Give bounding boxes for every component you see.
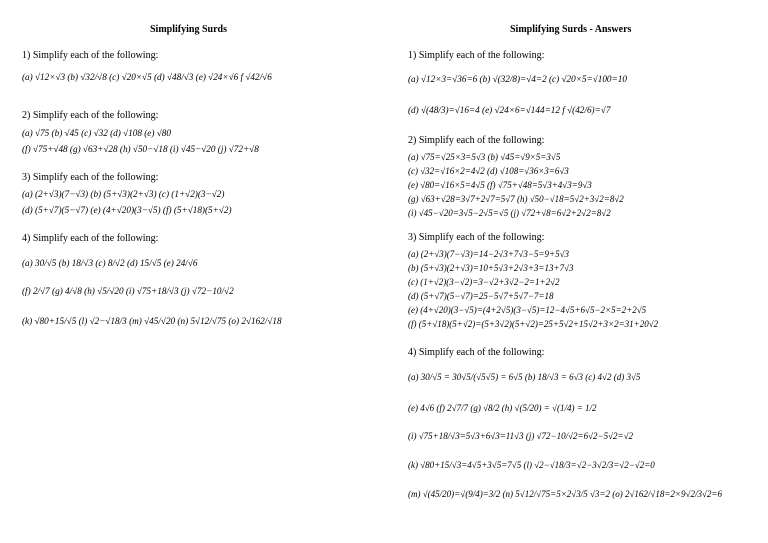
a2-row-3: (e) √80=√16×5=4√5 (f) √75+√48=5√3+4√3=9√3 <box>408 180 592 190</box>
q3-row-2: (d) (5+√7)(5−√7) (e) (4+√20)(3−√5) (f) (5+√18)(5+√2) <box>22 205 232 215</box>
a4-row-4: (k) √80+15/√3=4√5+3√5=7√5 (l) √2−√18/3=√2−3√2/3=√2−√2=0 <box>408 460 655 470</box>
a2-row-5: (i) √45−√20=3√5−2√5=√5 (j) √72+√8=6√2+2√2=8√2 <box>408 208 611 218</box>
q2-row-2: (f) √75+√48 (g) √63+√28 (h) √50−√18 (i) √45−√20 (j) √72+√8 <box>22 144 259 154</box>
a3-row-c: (c) (1+√2)(3−√2)=3−√2+3√2−2=1+2√2 <box>408 277 560 287</box>
q1-heading: 1) Simplify each of the following: <box>22 50 159 61</box>
a1-row-2: (d) √(48/3)=√16=4 (e) √24×6=√144=12 f √(42/6)=√7 <box>408 105 611 115</box>
a3-row-e: (e) (4+√20)(3−√5)=(4+2√5)(3−√5)=12−4√5+6√5−2×5=2+2√5 <box>408 305 647 315</box>
a3-row-f: (f) (5+√18)(5+√2)=(5+3√2)(5+√2)=25+5√2+15√2+3×2=31+20√2 <box>408 319 659 329</box>
q4-row-1: (a) 30/√5 (b) 18/√3 (c) 8/√2 (d) 15/√5 (e) 24/√6 <box>22 258 198 268</box>
a1-row-1: (a) √12×3=√36=6 (b) √(32/8)=√4=2 (c) √20×5=√100=10 <box>408 74 627 84</box>
a1-heading: 1) Simplify each of the following: <box>408 50 545 61</box>
q4-row-3: (k) √80+15/√5 (l) √2−√18/3 (m) √45/√20 (n) 5√12/√75 (o) 2√162/√18 <box>22 316 282 326</box>
a2-row-2: (c) √32=√16×2=4√2 (d) √108=√36×3=6√3 <box>408 166 569 176</box>
a2-row-4: (g) √63+√28=3√7+2√7=5√7 (h) √50−√18=5√2+3√2=8√2 <box>408 194 624 204</box>
questions-title: Simplifying Surds <box>150 24 227 35</box>
a3-row-a: (a) (2+√3)(7−√3)=14−2√3+7√3−5=9+5√3 <box>408 249 570 259</box>
a3-row-b: (b) (5+√3)(2+√3)=10+5√3+2√3+3=13+7√3 <box>408 263 574 273</box>
a4-row-3: (i) √75+18/√3=5√3+6√3=11√3 (j) √72−10/√2=6√2−5√2=√2 <box>408 431 634 441</box>
a4-row-2: (e) 4√6 (f) 2√7/7 (g) √8/2 (h) √(5/20) = √(1/4) = 1/2 <box>408 403 597 413</box>
a4-row-1: (a) 30/√5 = 30√5/(√5√5) = 6√5 (b) 18/√3 = 6√3 (c) 4√2 (d) 3√5 <box>408 372 641 382</box>
a3-row-d: (d) (5+√7)(5−√7)=25−5√7+5√7−7=18 <box>408 291 554 301</box>
q4-heading: 4) Simplify each of the following: <box>22 233 159 244</box>
a2-heading: 2) Simplify each of the following: <box>408 135 545 146</box>
a2-row-1: (a) √75=√25×3=5√3 (b) √45=√9×5=3√5 <box>408 152 561 162</box>
q2-row-1: (a) √75 (b) √45 (c) √32 (d) √108 (e) √80 <box>22 128 171 138</box>
q2-heading: 2) Simplify each of the following: <box>22 110 159 121</box>
q1-row: (a) √12×√3 (b) √32/√8 (c) √20×√5 (d) √48/√3 (e) √24×√6 f √42/√6 <box>22 72 272 82</box>
q4-row-2: (f) 2/√7 (g) 4/√8 (h) √5/√20 (i) √75+18/√3 (j) √72−10/√2 <box>22 286 234 296</box>
a3-heading: 3) Simplify each of the following: <box>408 232 545 243</box>
answers-title: Simplifying Surds - Answers <box>510 24 632 35</box>
q3-row-1: (a) (2+√3)(7−√3) (b) (5+√3)(2+√3) (c) (1+√2)(3−√2) <box>22 189 225 199</box>
q3-heading: 3) Simplify each of the following: <box>22 172 159 183</box>
a4-heading: 4) Simplify each of the following: <box>408 347 545 358</box>
a4-row-5: (m) √(45/20)=√(9/4)=3/2 (n) 5√12/√75=5×2√3/5 √3=2 (o) 2√162/√18=2×9√2/3√2=6 <box>408 489 722 499</box>
